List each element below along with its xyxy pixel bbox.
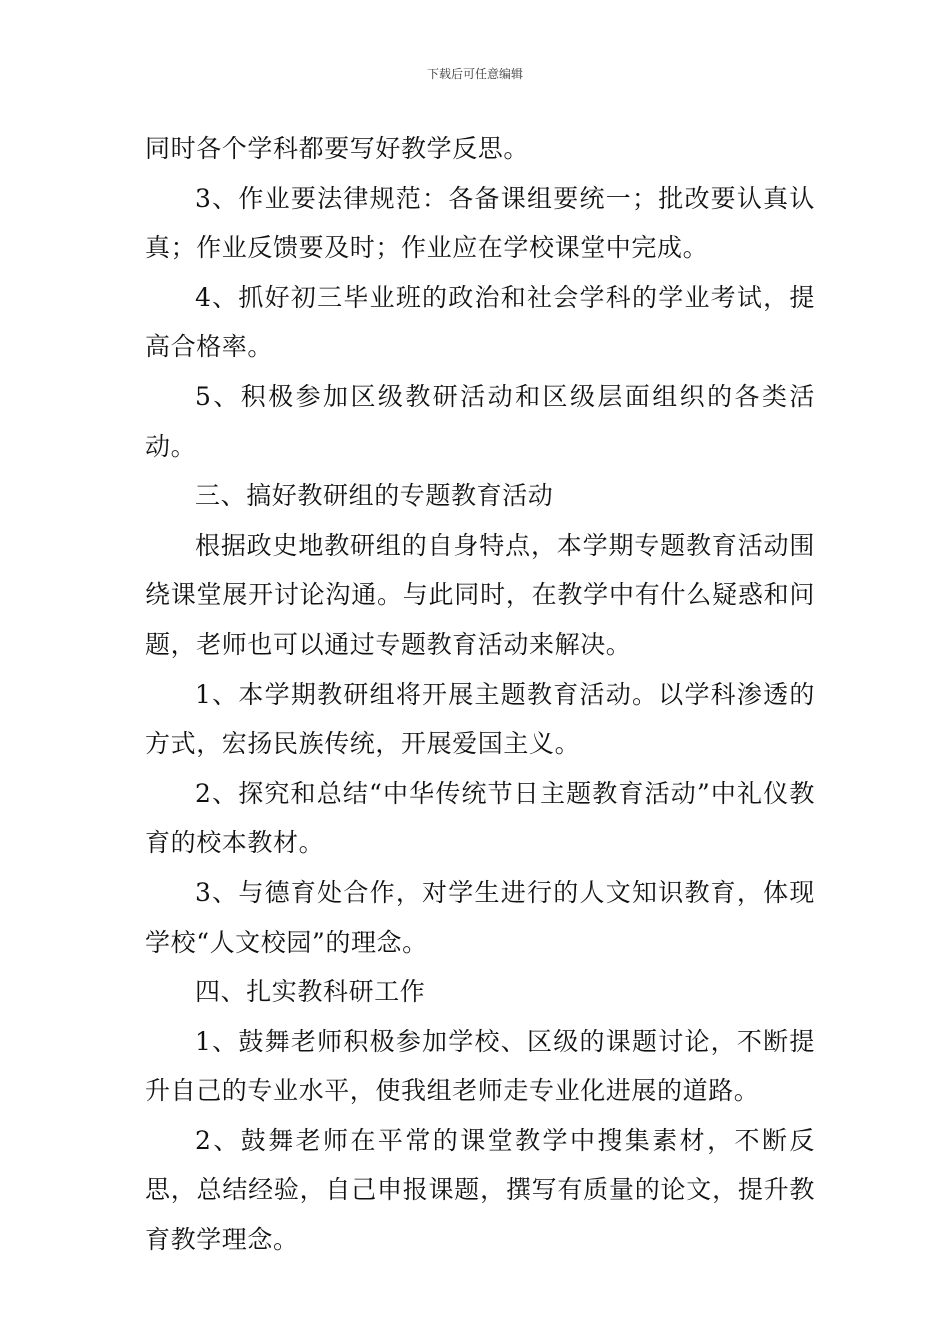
paragraph-1: 同时各个学科都要写好教学反思。	[145, 134, 530, 163]
paragraph-12: 2、鼓舞老师在平常的课堂教学中搜集素材，不断反思，总结经验，自己申报课题，撰写有质量的论文，提升教育教学理念。	[145, 1125, 815, 1255]
paragraph-7: 1、本学期教研组将开展主题教育活动。以学科渗透的方式，宏扬民族传统，开展爱国主义。	[145, 679, 815, 759]
paragraph-4: 5、积极参加区级教研活动和区级层面组织的各类活动。	[145, 381, 815, 461]
section-heading-3: 三、搞好教研组的专题教育活动	[195, 481, 554, 511]
paragraph-3: 4、抓好初三毕业班的政治和社会学科的学业考试，提高合格率。	[145, 282, 815, 362]
document-body	[145, 124, 815, 1265]
paragraph-11: 1、鼓舞老师积极参加学校、区级的课题讨论，不断提升自己的专业水平，使我组老师走专业化进展的道路。	[145, 1026, 815, 1106]
paragraph-8: 2、探究和总结“中华传统节日主题教育活动”中礼仪教育的校本教材。	[145, 778, 815, 858]
paragraph-2: 3、作业要法律规范：各备课组要统一；批改要认真认真；作业反馈要及时；作业应在学校课堂中完成。	[145, 183, 815, 263]
paragraph-6: 根据政史地教研组的自身特点，本学期专题教育活动围绕课堂展开讨论沟通。与此同时，在教学中有什么疑惑和问题，老师也可以通过专题教育活动来解决。	[145, 530, 815, 659]
paragraph-9: 3、与德育处合作，对学生进行的人文知识教育，体现学校“人文校园”的理念。	[145, 877, 815, 957]
page-header-note: 下载后可任意编辑	[426, 67, 523, 81]
section-heading-4: 四、扎实教科研工作	[195, 977, 426, 1007]
